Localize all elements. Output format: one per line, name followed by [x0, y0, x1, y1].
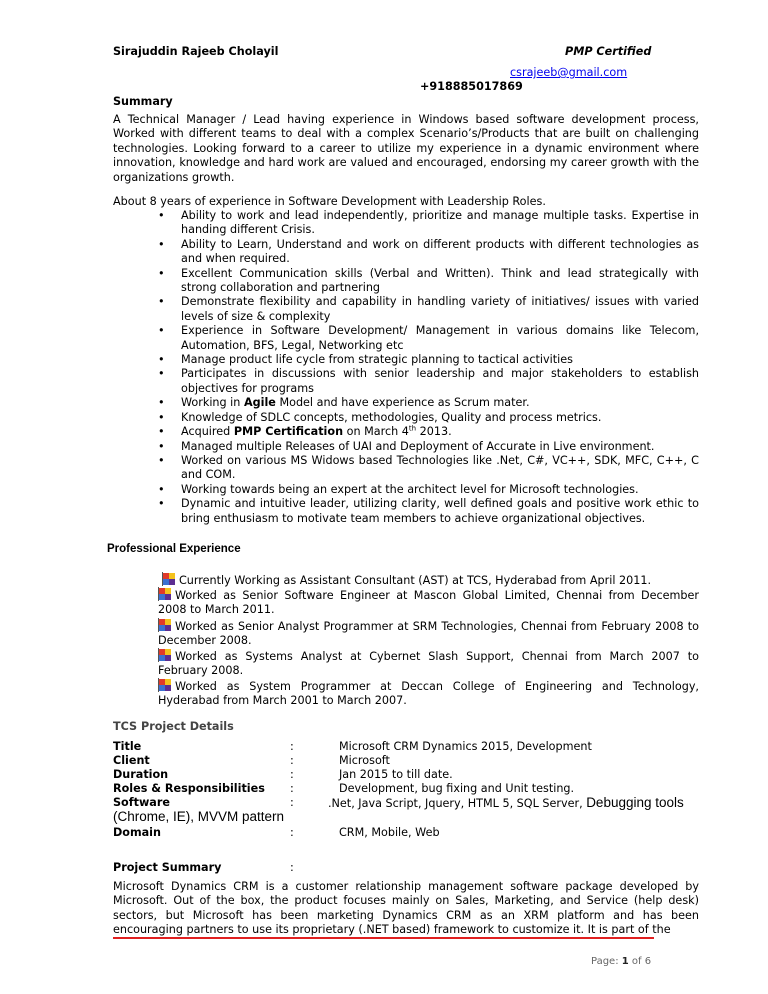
- project-row-client: Client : Microsoft: [113, 754, 390, 767]
- bullet-icon: •: [158, 453, 165, 467]
- list-item: • Knowledge of SDLC concepts, methodologies, Quality and process metrics.: [158, 410, 602, 424]
- phone-number: +918885017869: [420, 80, 523, 93]
- list-item: • Managed multiple Releases of UAI and Deployment of Accurate in Live environment.: [158, 439, 655, 453]
- list-item: • Excellent Communication skills (Verbal and Written). Think and lead strategically with strong collaboration and partnering: [158, 266, 699, 295]
- project-row-roles: Roles & Responsibilities : Development, bug fixing and Unit testing.: [113, 782, 575, 795]
- bullet-icon: •: [158, 497, 165, 511]
- project-row-software: Software : .Net, Java Script, Jquery, HTML 5, SQL Server, Debugging tools: [113, 795, 684, 810]
- list-item: • Working towards being an expert at the architect level for Microsoft technologies.: [158, 482, 639, 496]
- experience-item: Worked as Senior Software Engineer at Mascon Global Limited, Chennai from December 2008 to March 2011.: [158, 589, 699, 617]
- experience-item: Worked as Senior Analyst Programmer at SRM Technologies, Chennai from February 2008 to December 2008.: [158, 620, 699, 648]
- email-link[interactable]: csrajeeb@gmail.com: [510, 66, 628, 79]
- page-indicator: Page: 1 of 6: [591, 956, 652, 967]
- project-software-continued: (Chrome, IE), MVVM pattern: [113, 809, 285, 824]
- list-item: • Manage product life cycle from strategic planning to tactical activities: [158, 353, 573, 367]
- project-row-title: Title : Microsoft CRM Dynamics 2015, Development: [113, 740, 592, 753]
- flag-bullet-icon: [158, 678, 172, 692]
- list-item: • Experience in Software Development/ Management in various domains like Telecom, Automation, BFS, Legal, Networking etc: [158, 324, 699, 352]
- bullet-icon: •: [158, 482, 165, 496]
- project-heading: TCS Project Details: [113, 720, 234, 733]
- experience-item: Worked as Systems Analyst at Cybernet Slash Support, Chennai from March 2007 to February 2008.: [158, 650, 699, 678]
- list-item: • Demonstrate flexibility and capability in handling variety of initiatives/ issues with varied levels of size & complexity: [158, 295, 699, 323]
- bullet-icon: •: [158, 324, 165, 338]
- list-item: • Ability to work and lead independently, prioritize and manage multiple tasks. Expertise in handing different Crisis.: [158, 209, 699, 237]
- flag-bullet-icon: [158, 587, 172, 601]
- bullet-icon: •: [158, 353, 165, 367]
- list-item: • Participates in discussions with senior leadership and major stakeholders to establish objectives for programs: [158, 367, 699, 395]
- experience-intro: About 8 years of experience in Software Development with Leadership Roles.: [113, 195, 546, 208]
- list-item: • Dynamic and intuitive leader, utilizing clarity, well defined goals and positive work ethic to bring enthusiasm to motivate team members to achieve organizational objectives.: [158, 497, 699, 525]
- candidate-name: Sirajuddin Rajeeb Cholayil: [113, 45, 279, 58]
- summary-heading: Summary: [113, 95, 173, 108]
- flag-bullet-icon: [158, 648, 172, 662]
- project-summary-text: Microsoft Dynamics CRM is a customer relationship management software package developed by Microsoft. Out of the box, the product focuses mainly on Sales, Marketing, and Service (help desk) sectors, but Microsoft has been marketing Dynamics CRM as an XRM platform and has been encouraging partners to use its proprietary (.NET based) framework to customize it. It is part of the: [113, 880, 699, 937]
- flag-bullet-icon: [162, 572, 176, 586]
- flag-bullet-icon: [158, 618, 172, 632]
- experience-item: Currently Working as Assistant Consultant (AST) at TCS, Hyderabad from April 2011.: [158, 572, 699, 588]
- bullet-icon: •: [158, 396, 165, 410]
- footer-divider: [113, 937, 654, 939]
- summary-paragraph: A Technical Manager / Lead having experience in Windows based software development process, Worked with different teams to deal with a complex Scenario’s/Products that are built on challenging technologies. Looking forward to a career to utilize my experience in a dynamic environment where innovation, knowledge and hard work are valued and encouraged, endorsing my career growth with the organizations growth.: [113, 113, 699, 184]
- certification-label: PMP Certified: [565, 45, 652, 58]
- project-row-domain: Domain : CRM, Mobile, Web: [113, 826, 440, 839]
- experience-item: Worked as System Programmer at Deccan College of Engineering and Technology, Hyderabad from March 2001 to March 2007.: [158, 680, 699, 708]
- bullet-icon: •: [158, 410, 165, 424]
- skills-list: [158, 209, 699, 526]
- project-summary-heading: Project Summary :: [113, 861, 294, 874]
- bullet-icon: •: [158, 425, 165, 439]
- experience-heading: Professional Experience: [107, 543, 241, 555]
- bullet-icon: •: [158, 367, 165, 381]
- list-item: • Ability to Learn, Understand and work on different products with different technologies as and when required.: [158, 237, 699, 266]
- list-item-agile: • Working in Agile Model and have experience as Scrum mater.: [158, 396, 530, 410]
- bullet-icon: •: [158, 266, 165, 280]
- project-row-duration: Duration : Jan 2015 to till date.: [113, 768, 453, 781]
- bullet-icon: •: [158, 209, 165, 222]
- bullet-icon: •: [158, 295, 165, 309]
- list-item: • Worked on various MS Widows based Technologies like .Net, C#, VC++, SDK, MFC, C++, C and COM.: [158, 453, 699, 482]
- list-item-pmp: • Acquired PMP Certification on March 4th 2013.: [158, 424, 452, 439]
- bullet-icon: •: [158, 237, 165, 251]
- bullet-icon: •: [158, 439, 165, 453]
